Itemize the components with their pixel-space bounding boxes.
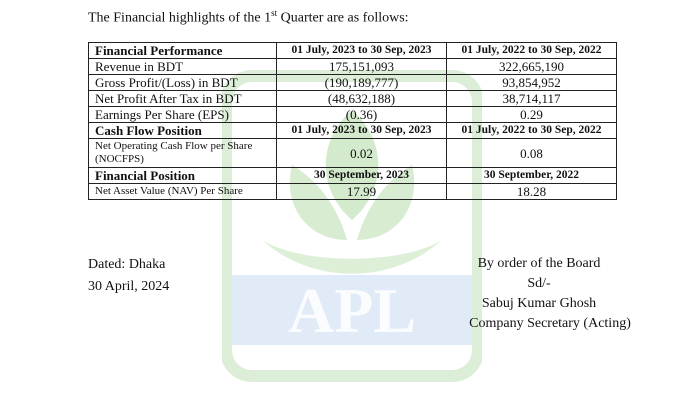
table-section-header: [89, 168, 617, 184]
dated-date: 30 April, 2024: [88, 279, 170, 294]
row-value-cell: 18.28: [447, 184, 617, 200]
row-value-cell: (48,632,188): [277, 91, 447, 107]
row-value-cell: 0.29: [447, 107, 617, 123]
dated-place: Dated: Dhaka: [88, 257, 166, 272]
intro-text-start: The Financial highlights of the 1: [88, 10, 272, 26]
row-label-cell: Net Profit After Tax in BDT: [89, 91, 277, 107]
row-value-cell: 30 September, 2022: [447, 168, 617, 184]
row-value-cell: (190,189,777): [277, 75, 447, 91]
row-label-cell: Financial Performance: [89, 43, 277, 59]
dated-block: [88, 256, 169, 300]
row-label-cell: Earnings Per Share (EPS): [89, 107, 277, 123]
row-value-cell: 01 July, 2023 to 30 Sep, 2023: [277, 123, 447, 139]
table-section-header: [89, 123, 617, 139]
table-row: [89, 107, 617, 123]
table-row: [89, 75, 617, 91]
row-label-cell: Cash Flow Position: [89, 123, 277, 139]
table-row: [89, 139, 617, 168]
row-value-cell: 01 July, 2022 to 30 Sep, 2022: [447, 43, 617, 59]
row-value-cell: 01 July, 2022 to 30 Sep, 2022: [447, 123, 617, 139]
row-value-cell: 93,854,952: [447, 75, 617, 91]
row-label-cell: Net Operating Cash Flow per Share (NOCFPS): [89, 139, 277, 168]
financial-highlights-table: [88, 42, 617, 200]
intro-superscript: st: [271, 8, 278, 18]
row-value-cell: 01 July, 2023 to 30 Sep, 2023: [277, 43, 447, 59]
row-label-cell: Net Asset Value (NAV) Per Share: [89, 184, 277, 200]
row-value-cell: 17.99: [277, 184, 447, 200]
signoff-title: Company Secretary (Acting): [469, 316, 631, 331]
table-row: [89, 184, 617, 200]
row-value-cell: 322,665,190: [447, 59, 617, 75]
table-row: [89, 59, 617, 75]
signoff-signature: Sd/-: [527, 276, 551, 291]
intro-text: [88, 8, 409, 27]
row-value-cell: 30 September, 2023: [277, 168, 447, 184]
intro-text-end: Quarter are as follows:: [277, 10, 409, 26]
row-value-cell: 0.02: [277, 139, 447, 168]
signoff-block: [444, 254, 634, 334]
table-section-header: [89, 43, 617, 59]
signoff-order: By order of the Board: [477, 256, 601, 271]
signoff-name: Sabuj Kumar Ghosh: [481, 296, 597, 311]
watermark-text: APL: [288, 275, 416, 346]
row-value-cell: 38,714,117: [447, 91, 617, 107]
row-label-cell: Financial Position: [89, 168, 277, 184]
row-value-cell: 0.08: [447, 139, 617, 168]
row-label-cell: Revenue in BDT: [89, 59, 277, 75]
row-value-cell: (0.36): [277, 107, 447, 123]
table-row: [89, 91, 617, 107]
row-value-cell: 175,151,093: [277, 59, 447, 75]
row-label-cell: Gross Profit/(Loss) in BDT: [89, 75, 277, 91]
